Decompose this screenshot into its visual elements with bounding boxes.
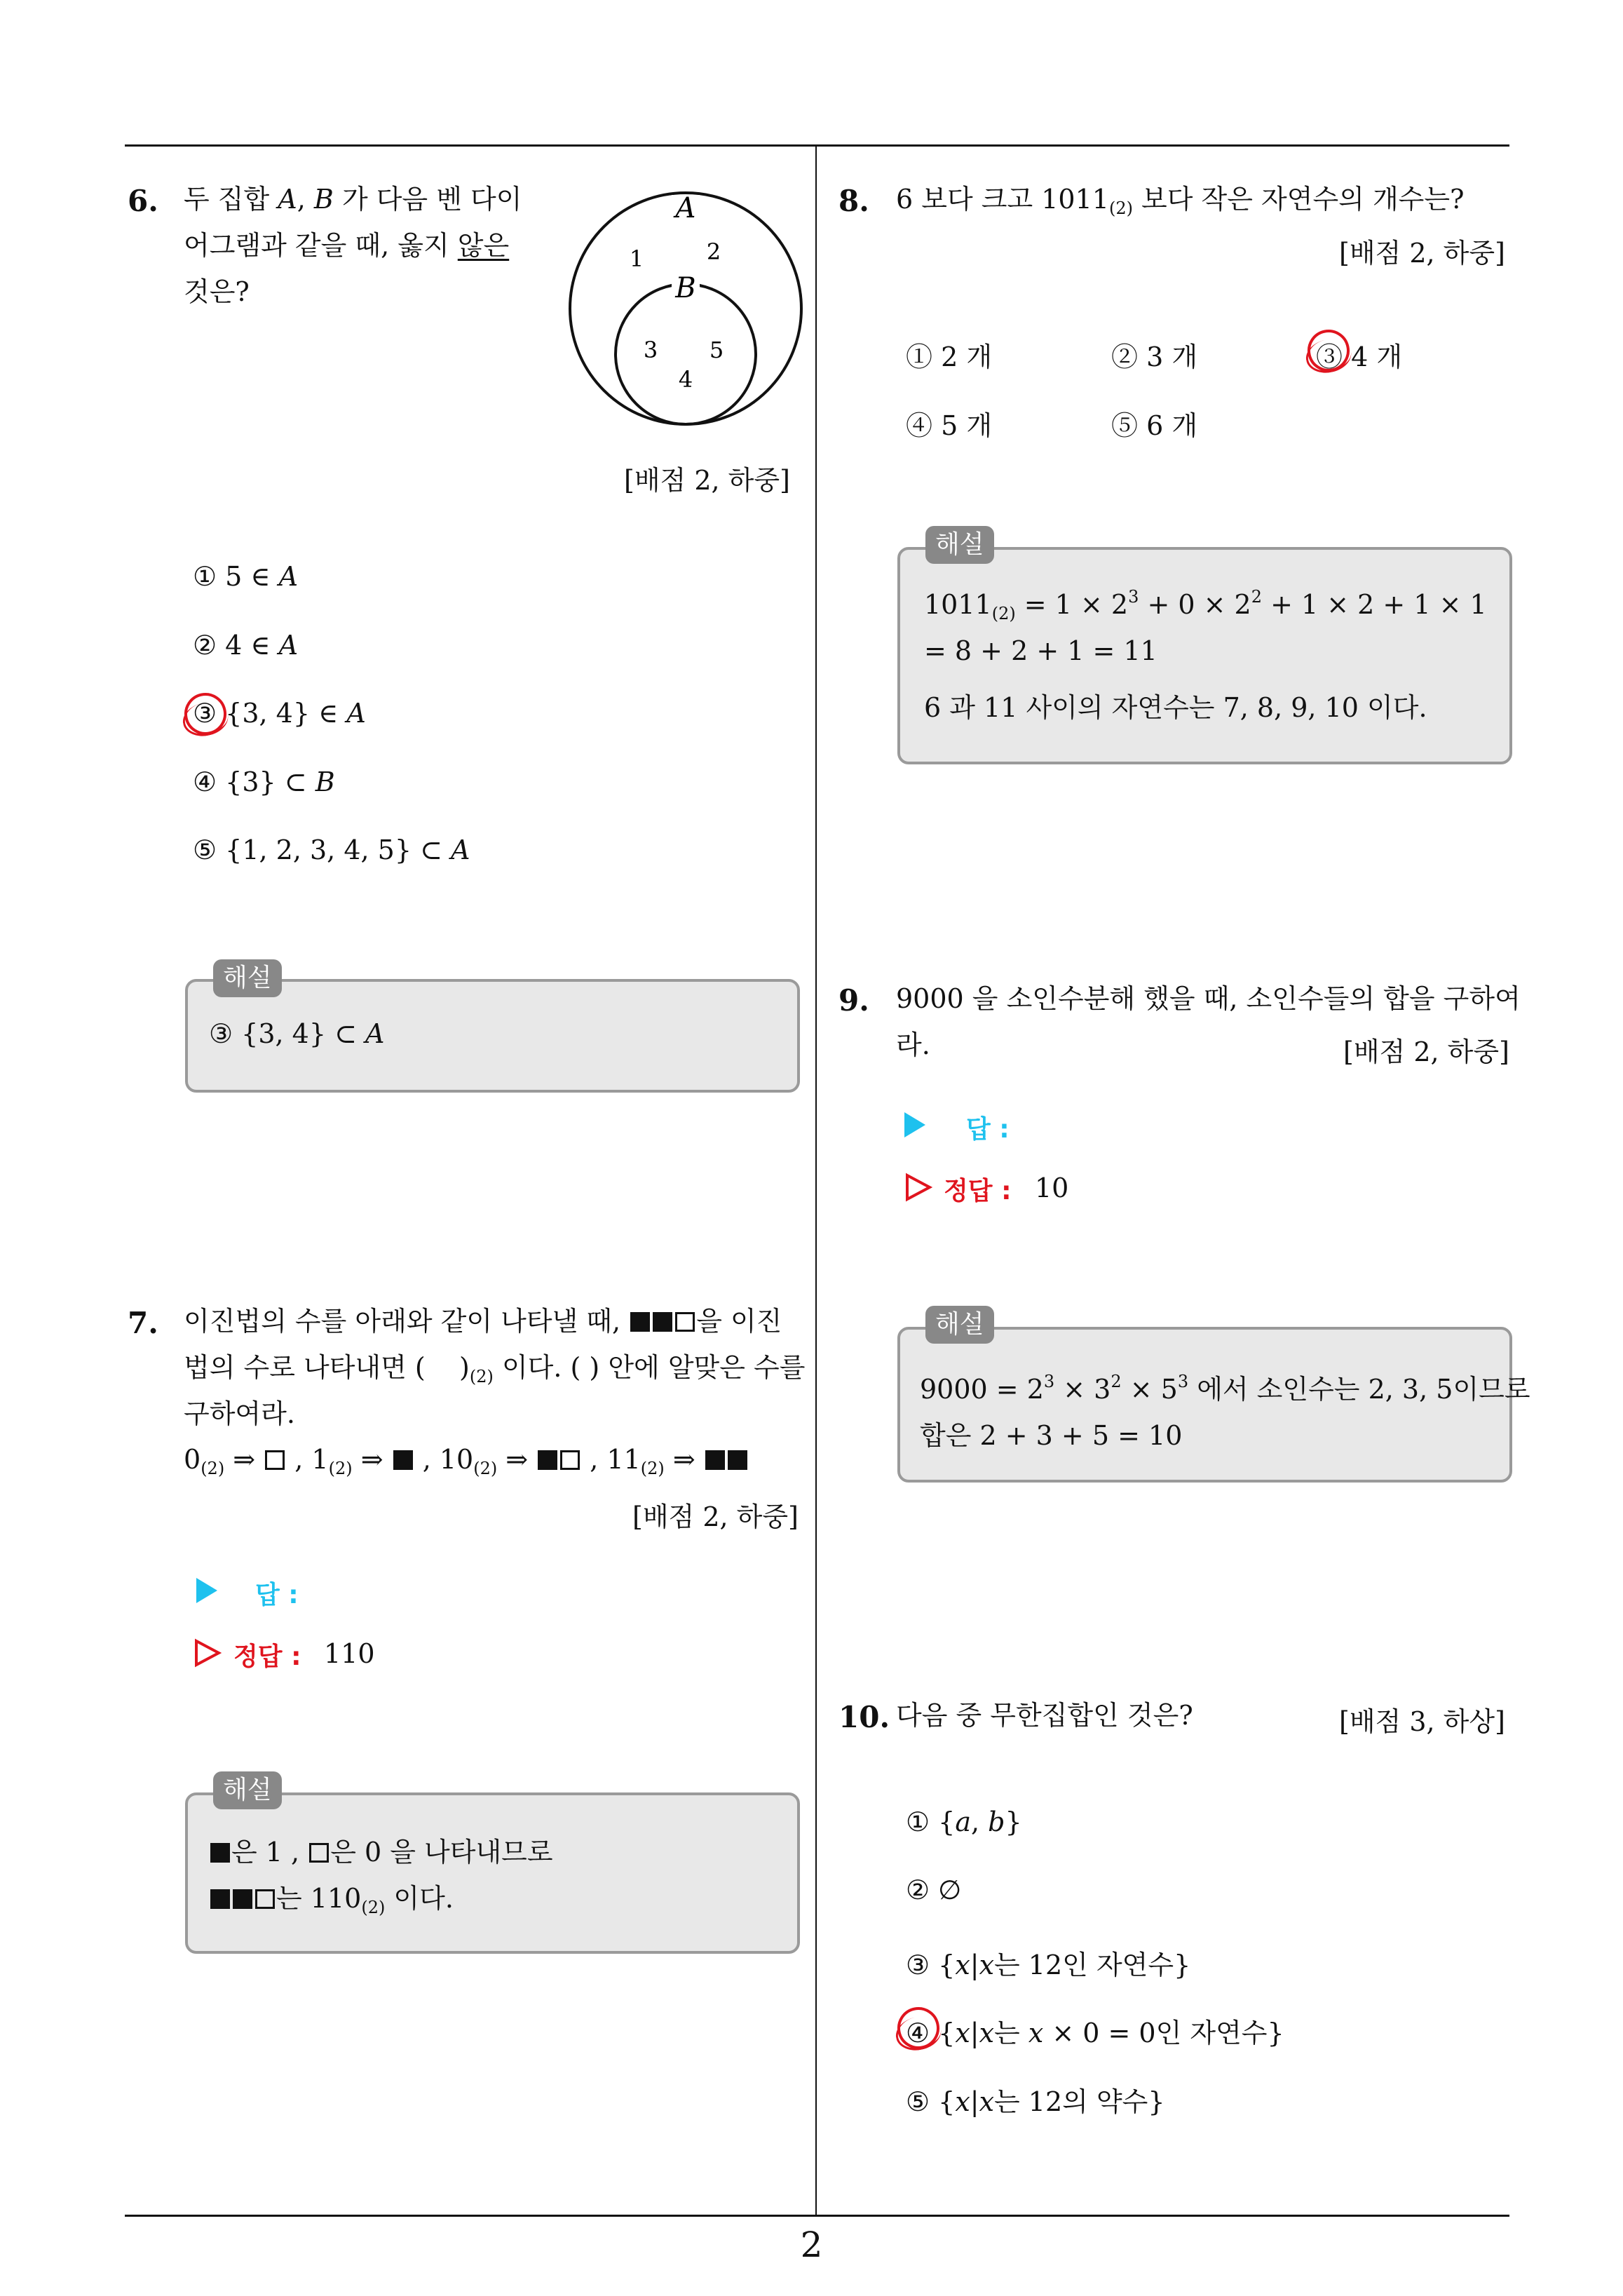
solution-tag: 해설: [925, 1306, 994, 1344]
column-divider: [815, 145, 817, 2215]
solution-tag: 해설: [213, 959, 282, 997]
venn-element: 2: [706, 238, 721, 265]
question-number: 7.: [128, 1306, 158, 1340]
correct-answer-value: 10: [1035, 1173, 1069, 1203]
set-a-label: A: [675, 192, 696, 224]
choice-2[interactable]: ② ∅: [906, 1875, 962, 1905]
score-label: [배점 2, 하중]: [624, 465, 790, 496]
question-text-line: 다음 중 무한집합인 것은?: [896, 1700, 1193, 1731]
question-number: 10.: [838, 1700, 890, 1734]
solution-line: $9000 = 2^3 \times 3^2 \times 5^3$ 에서 소인수는 2, 3, 5이므로: [920, 1372, 1530, 1405]
venn-element: 5: [709, 337, 724, 363]
question-text-line: 법의 수로 나타내면 ( )$_{(2)}$ 이다. ( ) 안에 알맞은 수를: [184, 1352, 806, 1386]
solution-tag: 해설: [213, 1771, 282, 1809]
solution-line: 합은 2 + 3 + 5 = 10: [920, 1420, 1183, 1451]
choice-1[interactable]: ① 2 개: [906, 342, 993, 372]
solution-box: [897, 1327, 1530, 1483]
choice-1[interactable]: ① 5 ∈ A: [193, 561, 299, 592]
answer-label: 답 :: [966, 1115, 1010, 1144]
solution-line: 는 $110_{(2)}$ 이다.: [209, 1877, 454, 1915]
choice-4[interactable]: ④ {x|x는 x × 0 = 0인 자연수}: [906, 2018, 1284, 2048]
correct-answer-label: 정답 :: [233, 1642, 301, 1671]
bottom-rule: [125, 2215, 1509, 2217]
answer-label: 답 :: [255, 1581, 299, 1609]
underlined-word: 않은: [457, 230, 510, 261]
venn-element: 1: [629, 245, 644, 272]
venn-diagram: [561, 182, 813, 463]
question-text-line: 9000 을 소인수분해 했을 때, 소인수들의 합을 구하여: [896, 983, 1521, 1014]
solution-line: = 8 + 2 + 1 = 11: [924, 635, 1157, 666]
question-text-line: 이진법의 수를 아래와 같이 나타낼 때, 을 이진: [184, 1306, 782, 1337]
question-number: 8.: [838, 184, 869, 218]
choice-5[interactable]: ⑤ {x|x는 12의 약수}: [906, 2086, 1165, 2117]
choice-2[interactable]: ② 3 개: [1111, 342, 1198, 372]
correct-arrow-icon: [904, 1173, 932, 1202]
answer-arrow-icon: [904, 1112, 925, 1137]
score-label: [배점 3, 하상]: [1339, 1706, 1505, 1737]
answer-arrow-icon: [196, 1578, 217, 1603]
solution-line: ③ {3, 4} ⊂ A: [209, 1018, 385, 1049]
venn-element: 4: [678, 366, 693, 393]
question-number: 6.: [128, 184, 158, 218]
score-label: [배점 2, 하중]: [1343, 1036, 1509, 1067]
choice-4[interactable]: ④ 5 개: [906, 410, 993, 441]
top-rule: [125, 144, 1509, 147]
choice-2[interactable]: ② 4 ∈ A: [193, 630, 299, 661]
score-label: [배점 2, 하중]: [632, 1501, 799, 1532]
question-text-line: 두 집합 A, B 가 다음 벤 다이: [184, 184, 522, 215]
choice-3[interactable]: ③ {x|x는 12인 자연수}: [906, 1950, 1191, 1980]
choice-5[interactable]: ⑤ 6 개: [1111, 410, 1198, 441]
choice-4[interactable]: ④ {3} ⊂ B: [193, 767, 335, 797]
question-text-line: 라.: [896, 1029, 930, 1060]
choice-5[interactable]: ⑤ {1, 2, 3, 4, 5} ⊂ A: [193, 835, 470, 865]
set-b-label: B: [675, 272, 696, 304]
solution-line: 은 1 , 은 0 을 나타내므로: [209, 1830, 553, 1869]
correct-answer-value: 110: [324, 1638, 375, 1669]
answer-mark-circle: [180, 689, 230, 738]
choice-3[interactable]: ③ 4 개: [1316, 342, 1403, 372]
choice-3[interactable]: ③ {3, 4} ∈ A: [193, 698, 366, 729]
binary-example: $0_{(2)}$ ⇒ , $1_{(2)}$ ⇒ , $10_{(2)}$ ⇒ , $11_{(2)}$ ⇒: [184, 1436, 749, 1483]
page-number: 2: [800, 2224, 823, 2265]
solution-tag: 해설: [925, 526, 994, 564]
solution-box: [897, 547, 1512, 764]
choice-1[interactable]: ① {a, b}: [906, 1807, 1022, 1837]
question-text-line: 어그램과 같을 때, 옳지 않은: [184, 230, 510, 261]
question-text-line: 것은?: [184, 276, 250, 307]
solution-line: 6 과 11 사이의 자연수는 7, 8, 9, 10 이다.: [924, 692, 1427, 723]
question-number: 9.: [838, 983, 869, 1018]
question-text-line: 6 보다 크고 $1011_{(2)}$ 보다 작은 자연수의 개수는?: [896, 184, 1465, 218]
question-text-line: 구하여라.: [184, 1398, 295, 1429]
venn-element: 3: [643, 337, 658, 363]
solution-box: [185, 1792, 800, 1954]
correct-answer-label: 정답 :: [944, 1177, 1012, 1206]
solution-line: $1011_{(2)} = 1 \times 2^3 + 0 \times 2^2 + 1 \times 2 + 1 \times 1$: [924, 587, 1487, 623]
score-label: [배점 2, 하중]: [1339, 238, 1505, 269]
correct-arrow-icon: [193, 1638, 222, 1668]
